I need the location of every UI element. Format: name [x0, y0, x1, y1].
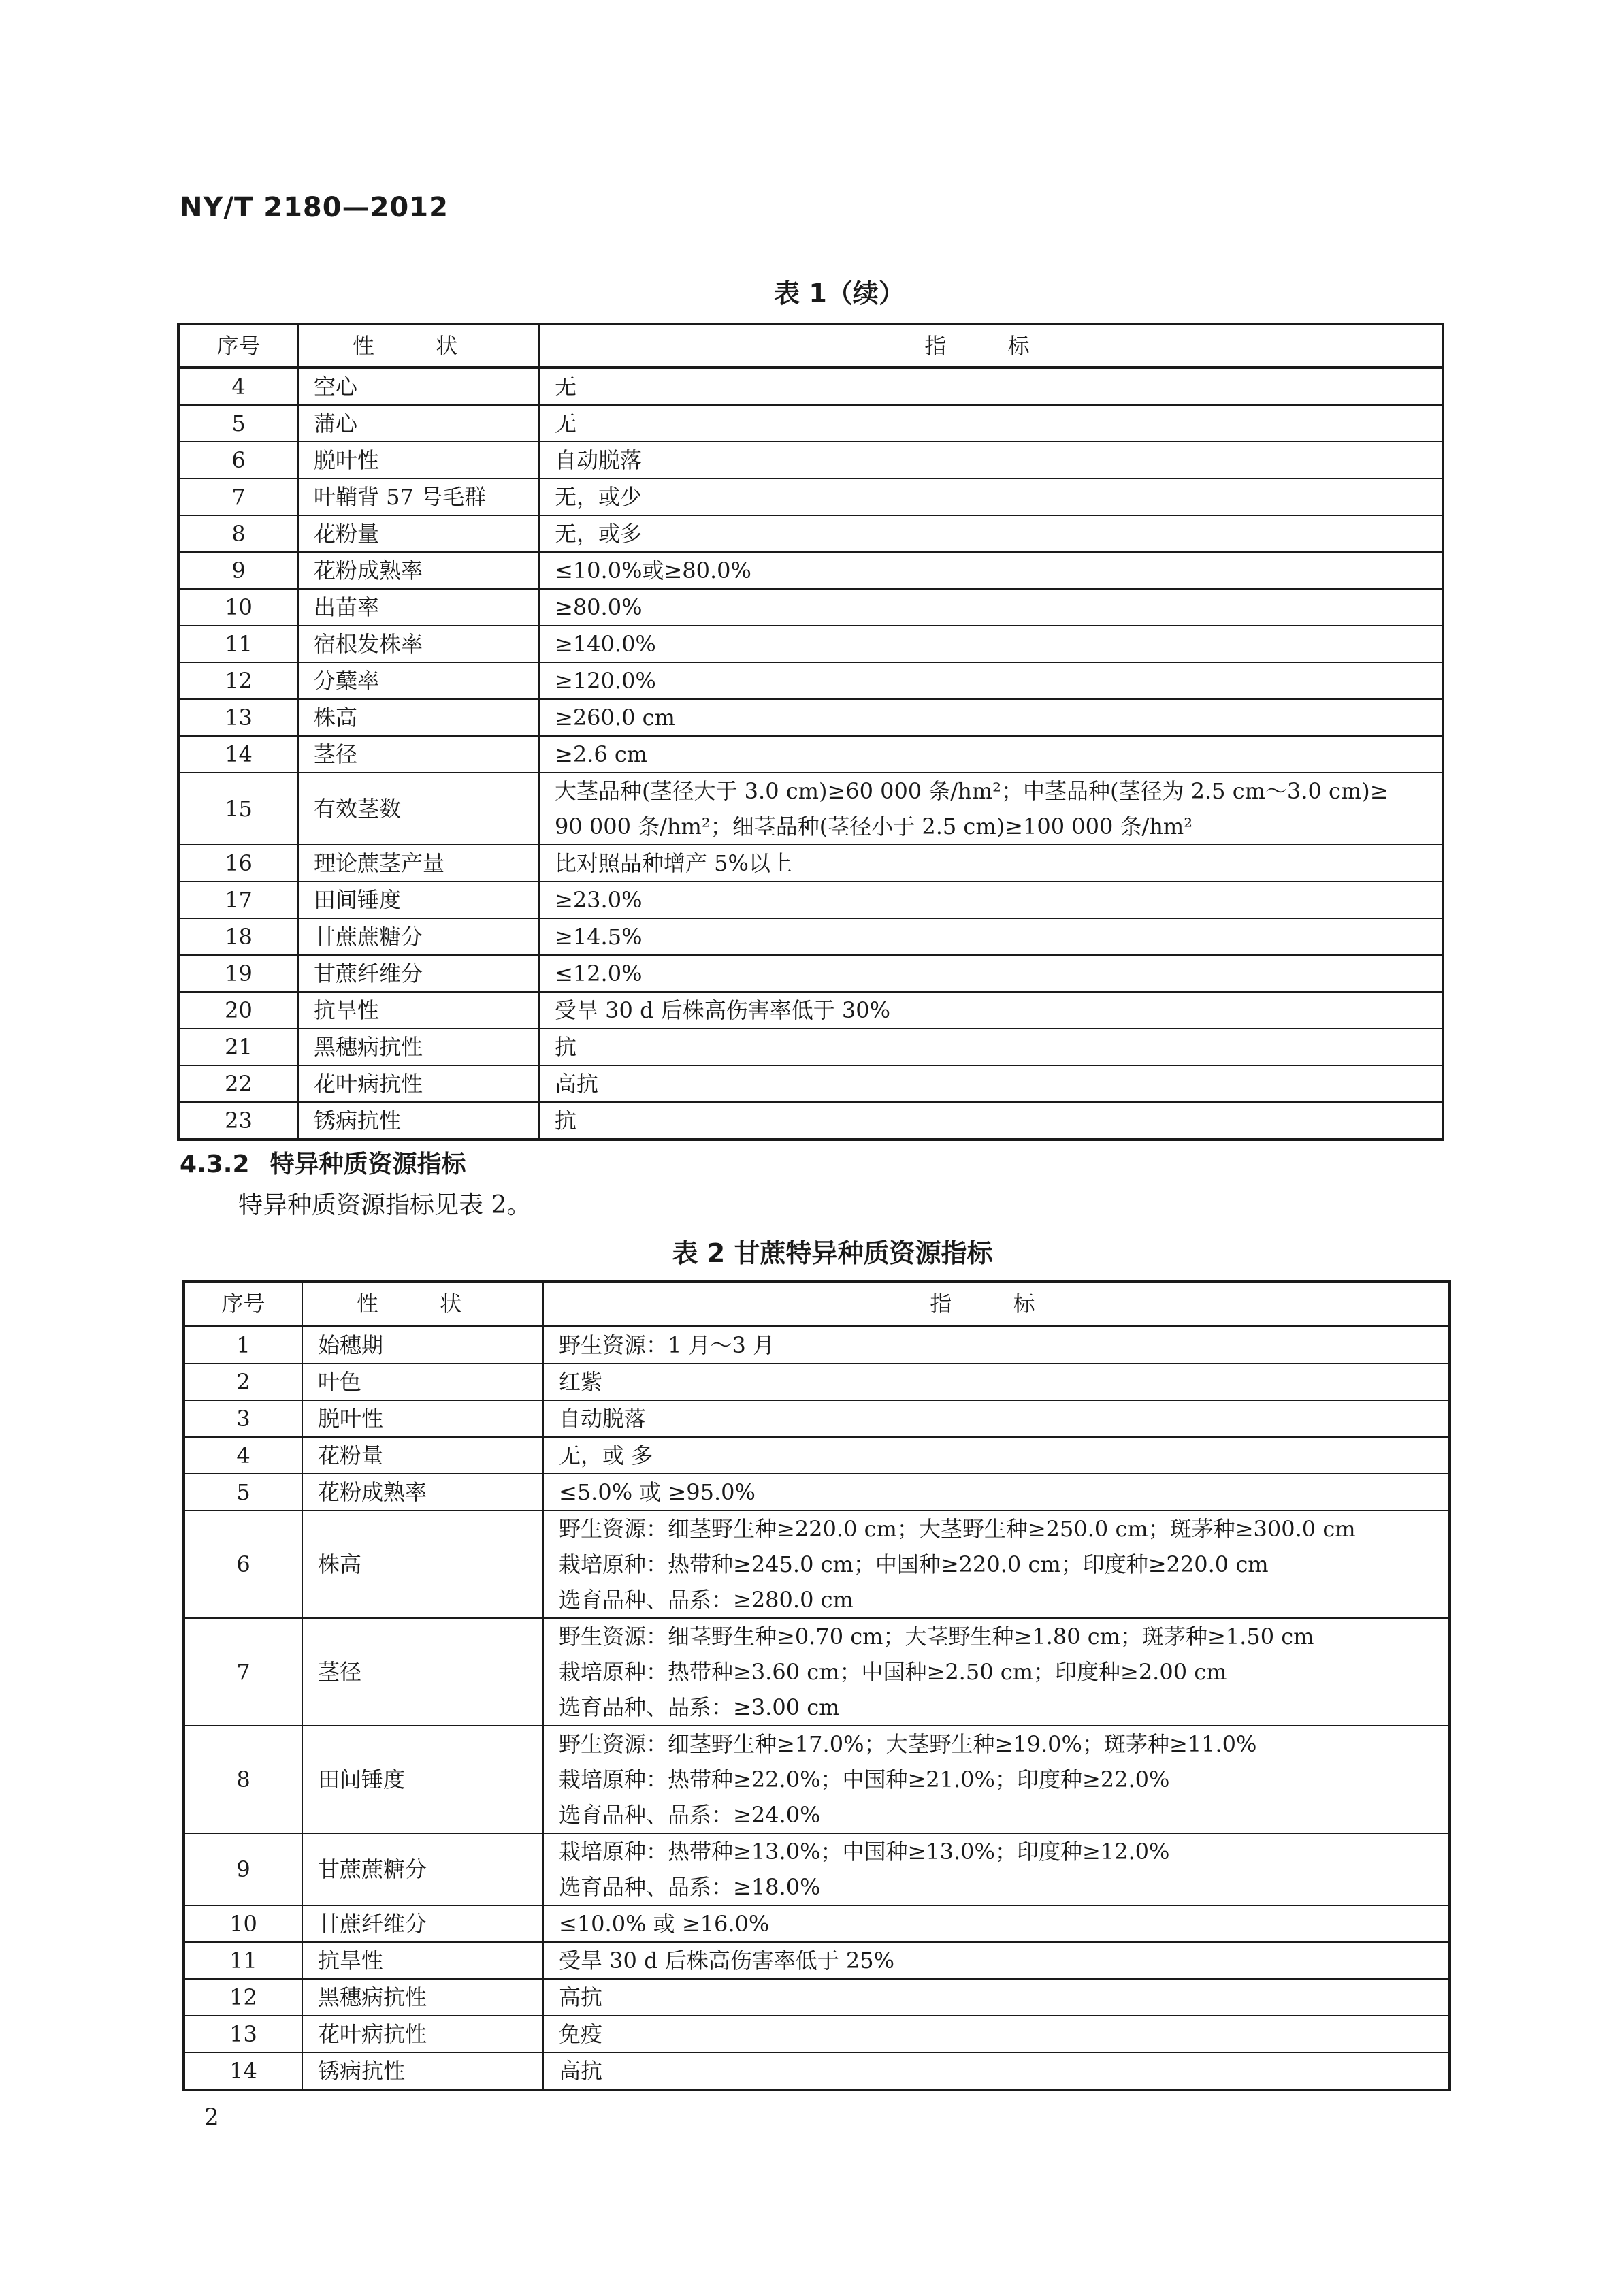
indicator-line: 选育品种、品系：≥24.0%	[559, 1802, 821, 1828]
indicator-line: ≥80.0%	[555, 594, 643, 620]
table2-caption: 表 2 甘蔗特异种质资源指标	[672, 1238, 993, 1268]
indicator-cell	[543, 1437, 1450, 1474]
trait-cell: 宿根发株率	[298, 626, 539, 662]
trait-cell: 株高	[298, 699, 539, 736]
trait-cell: 茎径	[298, 736, 539, 773]
row-number: 5	[184, 1474, 302, 1511]
table1-body	[178, 368, 1443, 1140]
indicator-line: 90 000 条/hm²；细茎品种(茎径小于 2.5 cm)≥100 000 条/hm²	[555, 813, 1193, 839]
table-row	[178, 955, 1443, 992]
row-number: 1	[184, 1326, 302, 1364]
row-number: 4	[184, 1437, 302, 1474]
trait-cell: 有效茎数	[298, 773, 539, 845]
row-number: 7	[184, 1618, 302, 1726]
table-row	[178, 405, 1443, 442]
indicator-line: 野生资源：细茎野生种≥0.70 cm；大茎野生种≥1.80 cm；斑茅种≥1.50 cm	[559, 1624, 1314, 1649]
row-number: 3	[184, 1400, 302, 1437]
indicator-line: 野生资源：1 月～3 月	[559, 1332, 775, 1358]
trait-cell: 株高	[302, 1511, 543, 1618]
indicator-cell	[543, 1364, 1450, 1400]
indicator-line: 受旱 30 d 后株高伤害率低于 30%	[555, 997, 891, 1023]
indicator-line: 选育品种、品系：≥18.0%	[559, 1874, 821, 1900]
indicator-line: 无，或多	[555, 521, 643, 547]
row-number: 13	[178, 699, 298, 736]
section-heading	[180, 1145, 466, 1180]
row-number: 9	[184, 1833, 302, 1905]
row-number: 12	[178, 662, 298, 699]
indicator-cell	[543, 1326, 1450, 1364]
indicator-line: 受旱 30 d 后株高伤害率低于 25%	[559, 1948, 895, 1973]
indicator-cell	[543, 1400, 1450, 1437]
indicator-line: 无	[555, 374, 577, 400]
trait-cell: 理论蔗茎产量	[298, 845, 539, 882]
indicator-line: 高抗	[555, 1071, 599, 1097]
trait-cell: 抗旱性	[302, 1942, 543, 1979]
column-header-no: 序号	[178, 324, 298, 368]
row-number: 11	[178, 626, 298, 662]
trait-cell: 甘蔗蔗糖分	[298, 918, 539, 955]
table-row	[184, 1833, 1450, 1905]
table1-header-row	[178, 324, 1443, 368]
row-number: 14	[184, 2052, 302, 2090]
indicator-line: 栽培原种：热带种≥22.0%；中国种≥21.0%；印度种≥22.0%	[559, 1767, 1170, 1792]
row-number: 7	[178, 479, 298, 515]
indicator-line: 无，或 多	[559, 1442, 653, 1468]
row-number: 4	[178, 368, 298, 405]
column-header-trait: 性 状	[302, 1281, 543, 1326]
row-number: 10	[178, 589, 298, 626]
trait-cell: 锈病抗性	[302, 2052, 543, 2090]
standard-number: NY/T 2180—2012	[180, 192, 449, 223]
indicator-cell	[539, 736, 1443, 773]
table-row	[178, 882, 1443, 918]
row-number: 9	[178, 552, 298, 589]
indicator-cell	[539, 699, 1443, 736]
indicator-line: 无	[555, 410, 577, 436]
indicator-line: 选育品种、品系：≥280.0 cm	[559, 1587, 854, 1613]
table-row	[178, 368, 1443, 405]
trait-cell: 出苗率	[298, 589, 539, 626]
table2-body	[184, 1326, 1450, 2090]
trait-cell: 花粉量	[302, 1437, 543, 1474]
table-row	[178, 1065, 1443, 1102]
row-number: 10	[184, 1905, 302, 1942]
indicator-line: ≤5.0% 或 ≥95.0%	[559, 1479, 756, 1505]
indicator-line: 高抗	[559, 1984, 603, 2010]
indicator-cell	[539, 882, 1443, 918]
indicator-line: 比对照品种增产 5%以上	[555, 850, 792, 876]
table-row	[184, 1511, 1450, 1618]
row-number: 6	[178, 442, 298, 479]
trait-cell: 田间锤度	[302, 1726, 543, 1833]
indicator-cell	[539, 918, 1443, 955]
trait-cell: 始穗期	[302, 1326, 543, 1364]
indicator-cell	[543, 1833, 1450, 1905]
trait-cell: 田间锤度	[298, 882, 539, 918]
row-number: 6	[184, 1511, 302, 1618]
section-title: 特异种质资源指标	[270, 1150, 466, 1178]
row-number: 11	[184, 1942, 302, 1979]
indicator-line: ≥23.0%	[555, 887, 643, 913]
row-number: 20	[178, 992, 298, 1029]
indicator-line: 抗	[555, 1034, 577, 1060]
row-number: 5	[178, 405, 298, 442]
table-row	[178, 992, 1443, 1029]
row-number: 8	[178, 515, 298, 552]
indicator-line: 大茎品种(茎径大于 3.0 cm)≥60 000 条/hm²；中茎品种(茎径为 2.5 cm～3.0 cm)≥	[555, 778, 1388, 804]
trait-cell: 花叶病抗性	[298, 1065, 539, 1102]
trait-cell: 蒲心	[298, 405, 539, 442]
table-row	[184, 2052, 1450, 2090]
table-row	[184, 1437, 1450, 1474]
indicator-cell	[539, 442, 1443, 479]
table-row	[184, 1979, 1450, 2016]
indicator-line: 高抗	[559, 2058, 603, 2084]
indicator-line: 野生资源：细茎野生种≥17.0%；大茎野生种≥19.0%；斑茅种≥11.0%	[559, 1731, 1257, 1757]
indicator-line: 红紫	[559, 1369, 603, 1395]
page-number: 2	[204, 2103, 219, 2131]
indicator-line: 自动脱落	[555, 447, 643, 473]
table-row	[184, 1326, 1450, 1364]
trait-cell: 甘蔗纤维分	[302, 1905, 543, 1942]
table-row	[178, 1029, 1443, 1065]
indicator-cell	[539, 589, 1443, 626]
section-number: 4.3.2	[180, 1150, 250, 1178]
indicator-cell	[539, 955, 1443, 992]
table-row	[178, 773, 1443, 845]
table-row	[184, 2016, 1450, 2052]
column-header-trait: 性 状	[298, 324, 539, 368]
indicator-cell	[543, 1511, 1450, 1618]
indicator-line: ≤10.0%或≥80.0%	[555, 558, 751, 583]
table-row	[178, 699, 1443, 736]
indicator-cell	[539, 405, 1443, 442]
table-row	[178, 845, 1443, 882]
trait-cell: 茎径	[302, 1618, 543, 1726]
trait-cell: 脱叶性	[302, 1400, 543, 1437]
indicator-cell	[539, 773, 1443, 845]
table-row	[184, 1942, 1450, 1979]
row-number: 19	[178, 955, 298, 992]
section-body: 特异种质资源指标见表 2。	[238, 1191, 532, 1219]
row-number: 23	[178, 1102, 298, 1140]
table1	[177, 323, 1444, 1141]
table-row	[184, 1618, 1450, 1726]
indicator-cell	[543, 2016, 1450, 2052]
trait-cell: 叶鞘背 57 号毛群	[298, 479, 539, 515]
indicator-cell	[539, 1102, 1443, 1140]
indicator-cell	[539, 1065, 1443, 1102]
indicator-line: 自动脱落	[559, 1406, 647, 1432]
table-row	[178, 918, 1443, 955]
table-row	[178, 479, 1443, 515]
indicator-line: ≤10.0% 或 ≥16.0%	[559, 1911, 770, 1937]
indicator-cell	[539, 1029, 1443, 1065]
indicator-cell	[543, 1942, 1450, 1979]
indicator-line: 选育品种、品系：≥3.00 cm	[559, 1694, 840, 1720]
indicator-line: 无，或少	[555, 484, 643, 510]
trait-cell: 花粉成熟率	[298, 552, 539, 589]
row-number: 13	[184, 2016, 302, 2052]
table2-header-row	[184, 1281, 1450, 1326]
row-number: 12	[184, 1979, 302, 2016]
row-number: 17	[178, 882, 298, 918]
table-row	[184, 1905, 1450, 1942]
row-number: 2	[184, 1364, 302, 1400]
trait-cell: 抗旱性	[298, 992, 539, 1029]
table-row	[184, 1400, 1450, 1437]
indicator-cell	[543, 1474, 1450, 1511]
table-row	[184, 1364, 1450, 1400]
row-number: 18	[178, 918, 298, 955]
row-number: 22	[178, 1065, 298, 1102]
indicator-cell	[539, 552, 1443, 589]
table-row	[178, 515, 1443, 552]
table-row	[178, 736, 1443, 773]
indicator-cell	[539, 479, 1443, 515]
trait-cell: 空心	[298, 368, 539, 405]
column-header-no: 序号	[184, 1281, 302, 1326]
indicator-line: ≥2.6 cm	[555, 741, 648, 767]
row-number: 15	[178, 773, 298, 845]
indicator-cell	[539, 845, 1443, 882]
trait-cell: 甘蔗纤维分	[298, 955, 539, 992]
row-number: 21	[178, 1029, 298, 1065]
indicator-line: ≥140.0%	[555, 631, 656, 657]
indicator-cell	[539, 368, 1443, 405]
table-row	[178, 1102, 1443, 1140]
row-number: 8	[184, 1726, 302, 1833]
table-row	[178, 552, 1443, 589]
indicator-cell	[543, 1905, 1450, 1942]
indicator-cell	[539, 515, 1443, 552]
indicator-line: ≥14.5%	[555, 924, 643, 950]
indicator-cell	[539, 992, 1443, 1029]
indicator-line: 野生资源：细茎野生种≥220.0 cm；大茎野生种≥250.0 cm；斑茅种≥300.0 cm	[559, 1516, 1356, 1542]
trait-cell: 花粉成熟率	[302, 1474, 543, 1511]
table-row	[178, 662, 1443, 699]
trait-cell: 花叶病抗性	[302, 2016, 543, 2052]
trait-cell: 脱叶性	[298, 442, 539, 479]
indicator-cell	[543, 1979, 1450, 2016]
trait-cell: 黑穗病抗性	[302, 1979, 543, 2016]
trait-cell: 分蘖率	[298, 662, 539, 699]
table-row	[178, 589, 1443, 626]
indicator-cell	[543, 1726, 1450, 1833]
table-row	[178, 626, 1443, 662]
trait-cell: 花粉量	[298, 515, 539, 552]
row-number: 14	[178, 736, 298, 773]
table1-caption: 表 1（续）	[774, 278, 905, 308]
row-number: 16	[178, 845, 298, 882]
column-header-indicator: 指 标	[543, 1281, 1450, 1326]
indicator-line: 免疫	[559, 2021, 603, 2047]
indicator-cell	[539, 662, 1443, 699]
table-row	[184, 1474, 1450, 1511]
trait-cell: 黑穗病抗性	[298, 1029, 539, 1065]
trait-cell: 锈病抗性	[298, 1102, 539, 1140]
table-row	[178, 442, 1443, 479]
indicator-cell	[543, 2052, 1450, 2090]
indicator-line: ≥260.0 cm	[555, 705, 675, 730]
indicator-line: ≥120.0%	[555, 668, 656, 694]
table2	[182, 1280, 1451, 2091]
indicator-cell	[543, 1618, 1450, 1726]
table-row	[184, 1726, 1450, 1833]
indicator-line: 栽培原种：热带种≥245.0 cm；中国种≥220.0 cm；印度种≥220.0 cm	[559, 1551, 1269, 1577]
indicator-line: 栽培原种：热带种≥13.0%；中国种≥13.0%；印度种≥12.0%	[559, 1839, 1170, 1865]
trait-cell: 甘蔗蔗糖分	[302, 1833, 543, 1905]
trait-cell: 叶色	[302, 1364, 543, 1400]
indicator-line: 栽培原种：热带种≥3.60 cm；中国种≥2.50 cm；印度种≥2.00 cm	[559, 1659, 1227, 1685]
indicator-line: ≤12.0%	[555, 961, 643, 986]
column-header-indicator: 指 标	[539, 324, 1443, 368]
indicator-cell	[539, 626, 1443, 662]
indicator-line: 抗	[555, 1108, 577, 1133]
